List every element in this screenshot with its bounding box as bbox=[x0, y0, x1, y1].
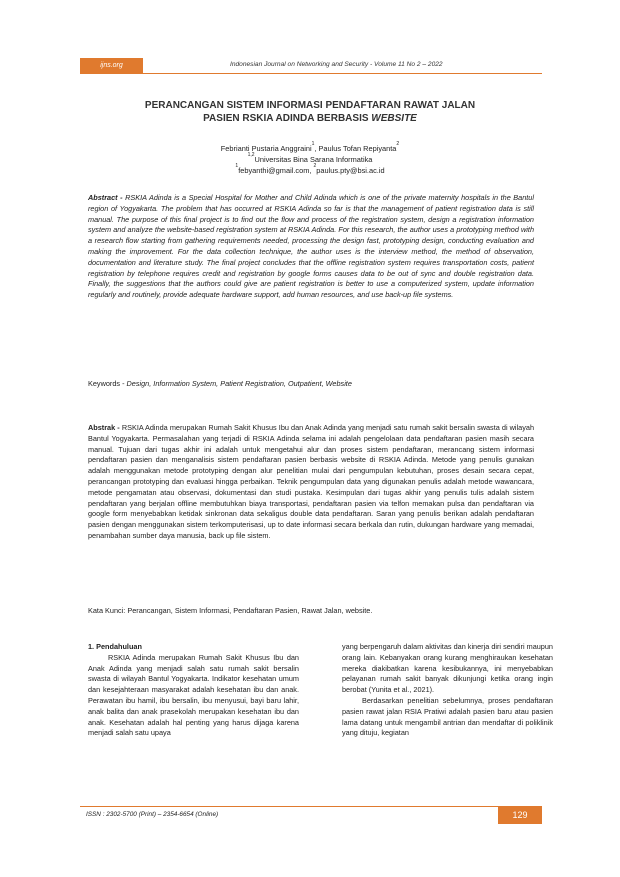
body-column-right bbox=[342, 642, 553, 739]
abstract-english bbox=[88, 193, 534, 301]
author-names bbox=[80, 143, 540, 154]
keywords-english-text: Design, Information System, Patient Registration, Outpatient, Website bbox=[126, 379, 352, 388]
affiliation bbox=[80, 154, 540, 165]
paper-title bbox=[80, 99, 540, 125]
email-1[interactable]: febyanthi@gmail.com, bbox=[238, 166, 314, 175]
abstract-indonesian bbox=[88, 423, 534, 542]
issn-text: ISSN : 2302-5700 (Print) – 2354-6654 (Online) bbox=[86, 811, 219, 818]
section-heading: 1. Pendahuluan bbox=[88, 642, 142, 651]
author-2: , Paulus Tofan Repiyanta bbox=[314, 144, 397, 153]
header-rule bbox=[143, 73, 542, 74]
paragraph: Berdasarkan penelitian sebelumnya, proses pendaftaran pasien rawat jalan RSIA Pratiwi adalah pasien baru atau pasien lama datang untuk mengambil antrian dan mendaftar di poliklinik yang dituju, kegiatan bbox=[342, 695, 553, 738]
page-header bbox=[80, 58, 542, 74]
keywords-english-label: Keywords - bbox=[88, 379, 127, 388]
affiliation-text: Universitas Bina Sarana Informatika bbox=[254, 155, 373, 164]
author-1-sup: 1 bbox=[311, 141, 315, 147]
page-footer bbox=[80, 806, 542, 824]
title-line-2-italic: WEBSITE bbox=[371, 113, 417, 124]
abstract-indonesian-text: RSKIA Adinda merupakan Rumah Sakit Khusus Ibu dan Anak Adinda yang menjadi satu rumah sakit bersalin swasta di wilayah Bantul Yogyakarta. Permasalahan yang terjadi di RSKIA Adinda selama ini adalah pengelolaan data pendaftaran pasien masih secara manual. Tujuan dari tugas akhir ini adalah untuk mengetahui alur dan proses sistem pendaftaran, merancang sistem informasi pendaftaran pasien dan menganalisis sistem pendaftaran pasien berbasis website di RSKIA Adinda. Metode yang penulis gunakan adalah menggunakan metode prototyping dengan alur penelitian mulai dari pengumpulan kebutuhan, proses desain secara cepat, perancangan prototyping dan evaluasi hingga perbaikan. Teknik pengumpulan data yang digunakan penulis adalah metode wawancara, metode pengamatan atau observasi, dokumentasi dan studi pustaka. Kesimpulan dari tugas akhir yang penulis tulis adalah sistem pendaftaran yang berjalan offline membutuhkan biaya transportasi, pendaftaran pasien via telfon memakan pulsa dan pendaftaran via google form menyebabkan ketidak sinkronan data sekaligus double data pendaftaran. Saran yang penulis berikan adalah pendaftaran pasien dengan menggunakan sistem terkomputerisasi, up to date informasi secara berkala dan rutin, dukungan hardware yang memadai, penambahan sumber daya manusia, back up file sistem. bbox=[88, 423, 534, 540]
keywords-english bbox=[88, 379, 534, 388]
author-1: Febrianti Pustaria Anggraini bbox=[220, 144, 312, 153]
site-tag[interactable]: ijns.org bbox=[80, 58, 143, 74]
keywords-indonesian-text: Perancangan, Sistem Informasi, Pendaftaran Pasien, Rawat Jalan, website. bbox=[127, 606, 373, 615]
author-block bbox=[80, 143, 540, 176]
abstract-english-text: RSKIA Adinda is a Special Hospital for Mother and Child Adinda which is one of the private maternity hospitals in the Bantul region of Yogyakarta. The problem that has occurred at RSKIA Adinda so far is that the management of patient registration data is still manual. The purpose of this final project is to find out the flow and process of the registration system, design a registration information system and analyze the website-based registration system at RSKIA Adinda. For this research, the author uses a prototyping method with a research flow starting from gathering requirements needed, processing the design fast, prototyping design, conducting evaluation and making the improvement. For the data collection technique, the author uses is the interview method, the method of observation, documentation and literature study. The final project concludes that the offline registration system requires transportation costs, patient registration by telephone requires credit and registration by google forms causes data to be out of sync and double registration data. Finally, the suggestions that the authors could give are patient registration is better to use a computerized system, update information regularly and routinely, provide adequate hardware support, add human resources, and use back-up file systems. bbox=[88, 193, 534, 300]
email-1-sup: 1 bbox=[235, 163, 239, 169]
abstract-english-label: Abstract - bbox=[88, 193, 126, 202]
email-2-sup: 2 bbox=[313, 163, 317, 169]
abstract-indonesian-label: Abstrak - bbox=[88, 423, 122, 432]
paragraph: yang berpengaruh dalam aktivitas dan kinerja diri sendiri maupun orang lain. Kebanyakan orang kurang menghiraukan kesehatan mereka diakibatkan karena kesibukannya, ini menyebabkan pelayanan rumah sakit banyak dikunjungi ketika orang ingin berobat (Yunita et al., 2021). bbox=[342, 642, 553, 695]
emails bbox=[80, 165, 540, 176]
email-2[interactable]: paulus.pty@bsi.ac.id bbox=[316, 166, 385, 175]
affiliation-sup: 1,2 bbox=[247, 152, 255, 158]
title-line-1: PERANCANGAN SISTEM INFORMASI PENDAFTARAN RAWAT JALAN bbox=[144, 100, 476, 111]
body-column-left bbox=[88, 642, 299, 739]
title-line-2 bbox=[80, 112, 540, 125]
footer-rule bbox=[80, 806, 500, 807]
paragraph: RSKIA Adinda merupakan Rumah Sakit Khusus Ibu dan Anak Adinda yang menjadi salah satu rumah sakit bersalin swasta di wilayah Bantul Yogyakarta. Indikator kesehatan umum dan kesejahteraan masyarakat adalah kesehatan ibu dan anak. Perawatan ibu hamil, ibu bersalin, ibu menyusui, bayi baru lahir, anak balita dan anak prasekolah merupakan kesehatan ibu dan anak. Kesehatan adalah hal penting yang harus dijaga karena menjadi salah satu upaya bbox=[88, 652, 299, 738]
keywords-indonesian bbox=[88, 606, 534, 615]
title-line-2-text: PASIEN RSKIA ADINDA BERBASIS bbox=[203, 113, 369, 124]
author-2-sup: 2 bbox=[396, 141, 400, 147]
page-number: 129 bbox=[498, 806, 542, 824]
journal-title: Indonesian Journal on Networking and Security - Volume 11 No 2 – 2022 bbox=[230, 61, 443, 68]
keywords-indonesian-label: Kata Kunci: bbox=[88, 606, 128, 615]
